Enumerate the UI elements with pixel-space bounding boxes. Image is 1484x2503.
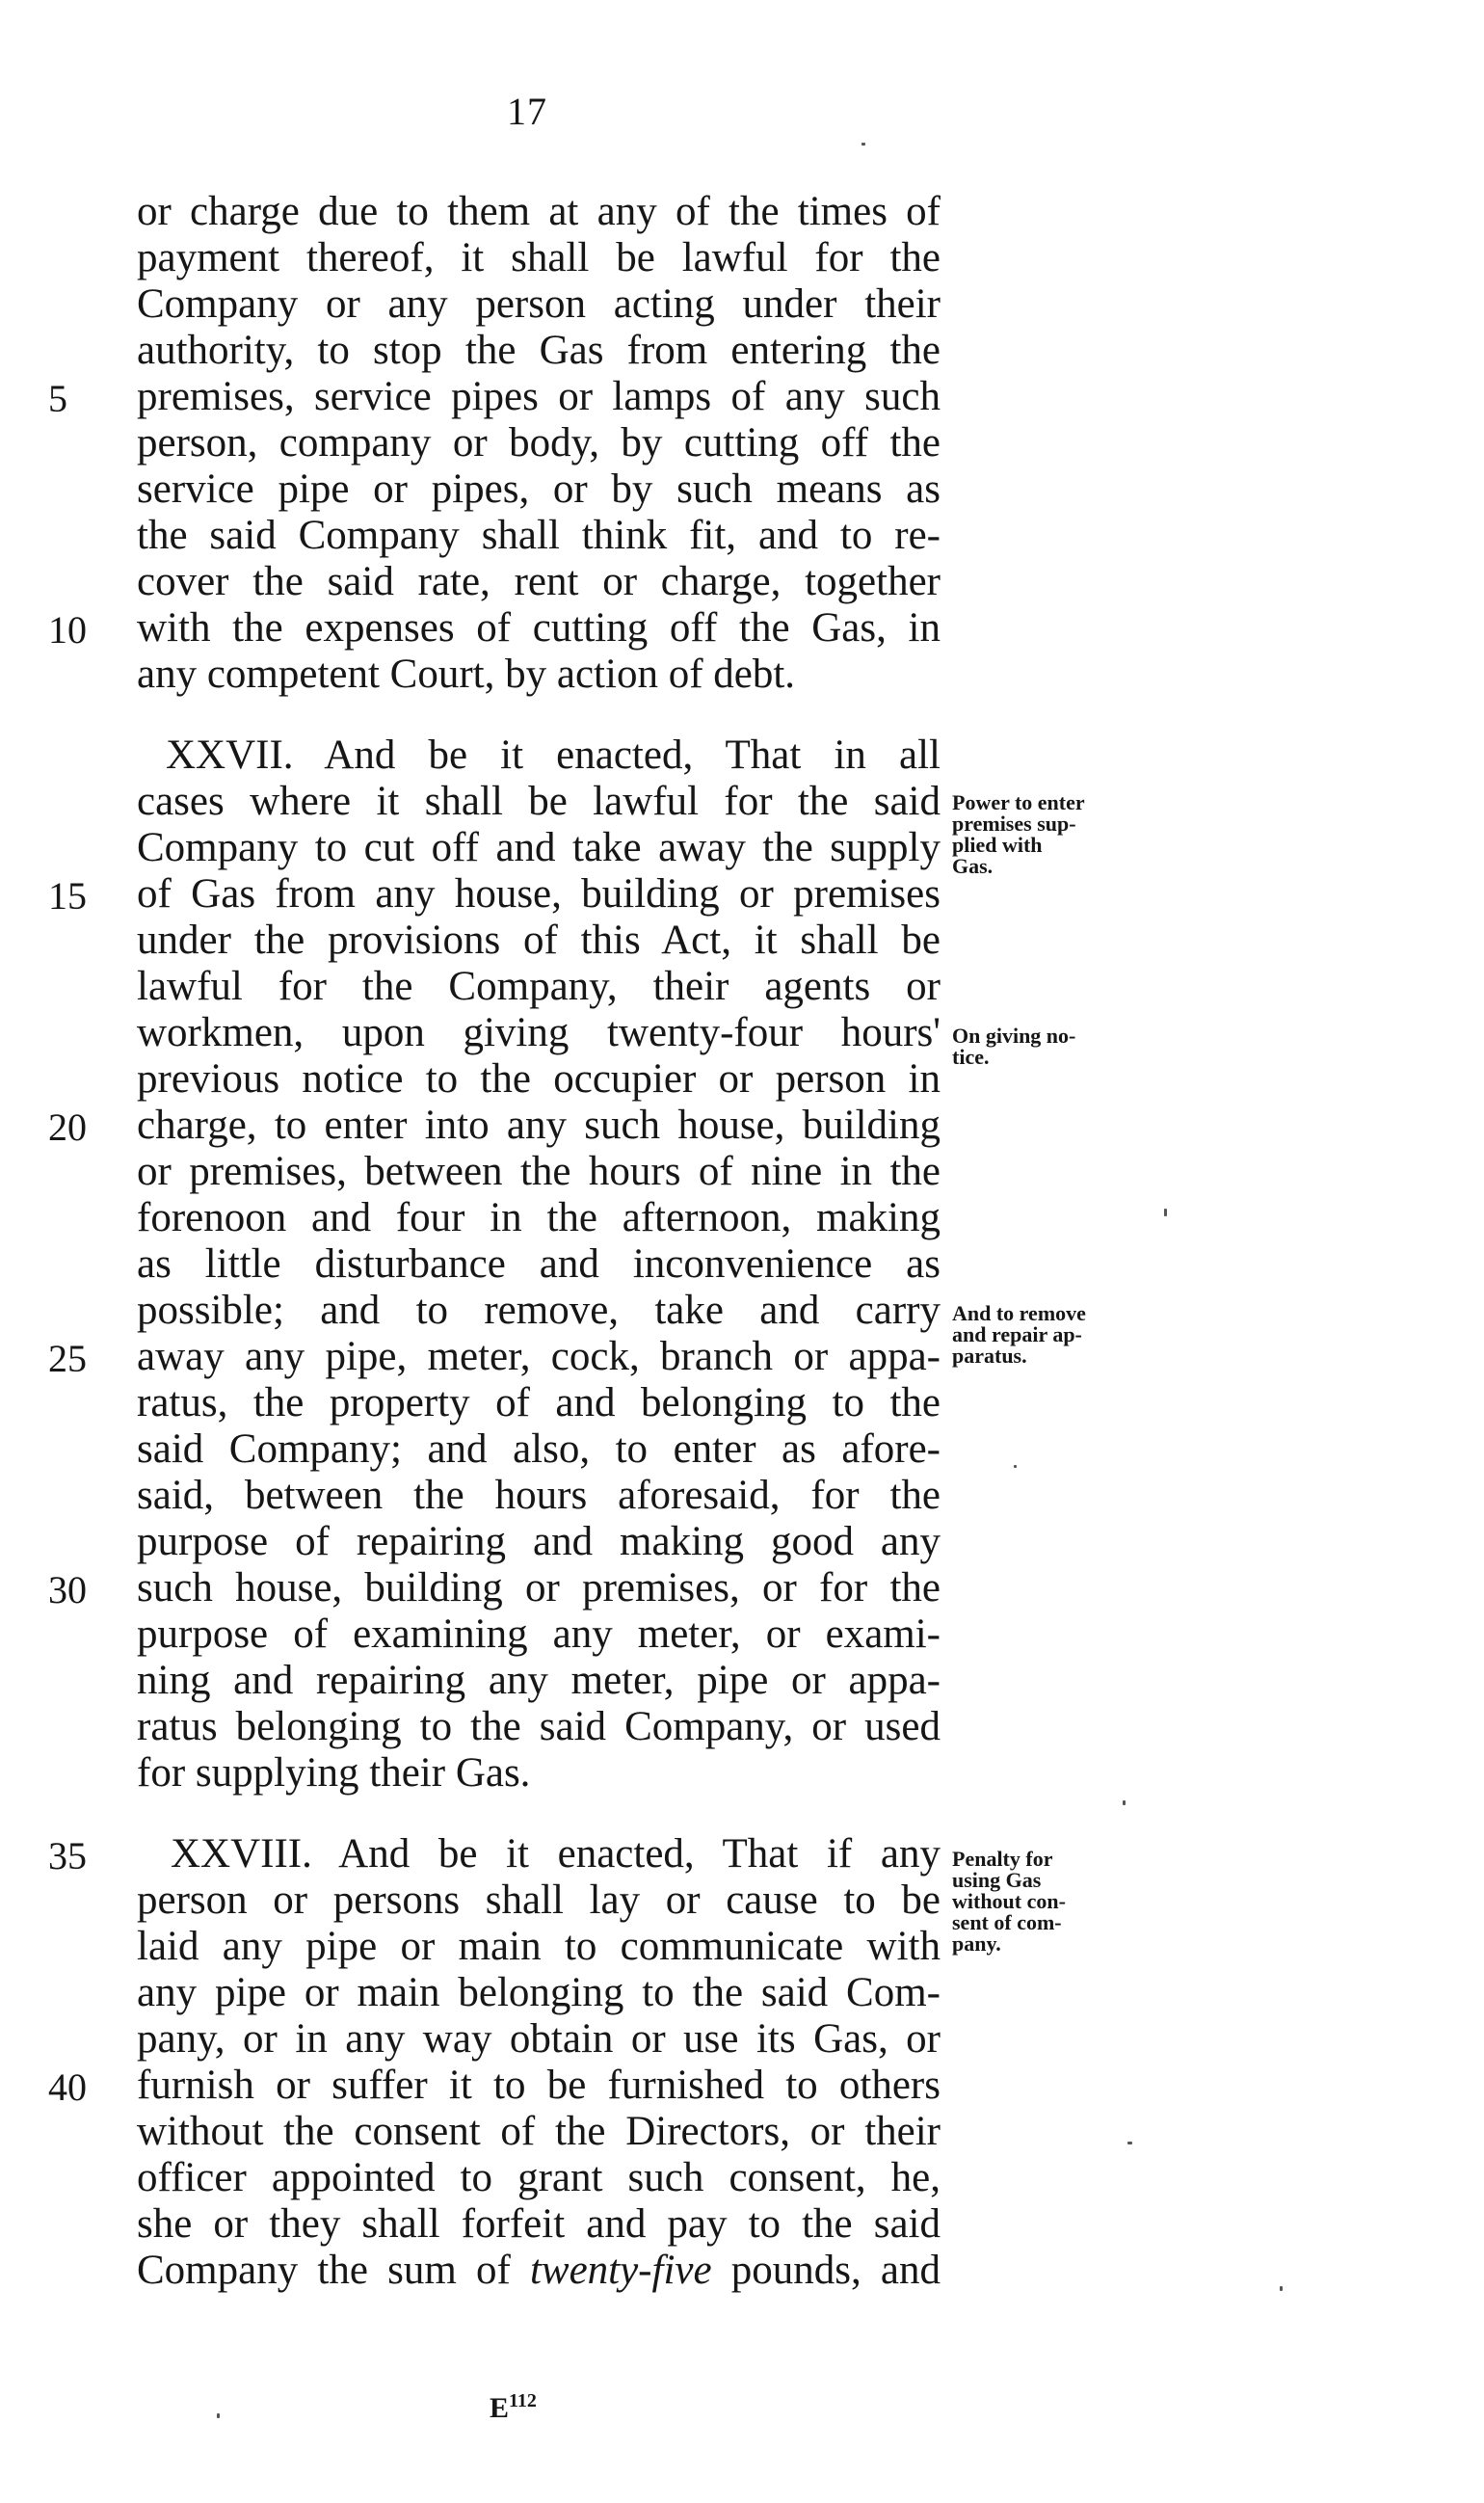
text-line: any competent Court, by action of debt. [137,652,796,697]
margin-note: Penalty for using Gas without con- sent of com- pany. [952,1847,1066,1956]
text-line: away any pipe, meter, cock, branch or appa- [137,1334,941,1379]
text-line: Company to cut off and take away the supply [137,825,941,870]
text-line: as little disturbance and inconvenience as [137,1241,941,1287]
scan-speck [217,2413,220,2418]
scan-speck [1014,1465,1017,1468]
text-line: ratus belonging to the said Company, or used [137,1704,941,1749]
text-line: cases where it shall be lawful for the said [137,779,941,824]
text-line: she or they shall forfeit and pay to the said [137,2201,941,2247]
text-line: for supplying their Gas. [137,1750,531,1796]
text-line: premises, service pipes or lamps of any such [137,374,941,419]
text-line: said Company; and also, to enter as afore- [137,1426,941,1472]
text-line: purpose of repairing and making good any [137,1519,941,1564]
text-line: authority, to stop the Gas from entering the [137,328,941,373]
scan-speck [1164,1209,1167,1216]
line-number: 35 [48,1834,87,1877]
line-number: 10 [48,608,87,652]
text-line: any pipe or main belonging to the said Com- [137,1970,941,2015]
text-line: or charge due to them at any of the times of [137,189,941,234]
text-line: Company or any person acting under their [137,281,941,327]
line-number: 30 [48,1568,87,1611]
text-line: under the provisions of this Act, it shall be [137,918,941,963]
margin-note: And to remove and repair ap- paratus. [952,1301,1086,1368]
text-line: or premises, between the hours of nine in the [137,1149,941,1194]
text-line: pany, or in any way obtain or use its Gas, or [137,2016,941,2062]
signature-number: 112 [509,2390,537,2411]
text-line: furnish or suffer it to be furnished to others [137,2063,941,2108]
line-number: 40 [48,2065,87,2109]
text-line: without the consent of the Directors, or their [137,2109,941,2154]
page-number: 17 [507,90,547,133]
text-line: payment thereof, it shall be lawful for the [137,235,941,280]
signature-mark [490,2390,537,2425]
italic-amount: twenty-five [529,2248,712,2293]
line-number: 5 [48,377,67,420]
signature-letter: E [490,2392,510,2424]
text-line: cover the said rate, rent or charge, together [137,559,941,604]
section-heading-line: XXVII. And be it enacted, That in all [166,732,941,778]
text-line: person or persons shall lay or cause to be [137,1877,941,1923]
text-line: ratus, the property of and belonging to the [137,1380,941,1425]
scan-speck [1123,1800,1126,1805]
text-line: the said Company shall think fit, and to re- [137,513,941,558]
margin-note: On giving no- tice. [952,1024,1076,1069]
text-run: Company the sum of [137,2248,530,2293]
text-line: ning and repairing any meter, pipe or appa- [137,1658,941,1703]
text-line: workmen, upon giving twenty-four hours' [137,1010,941,1055]
scan-speck [861,143,865,146]
line-number: 15 [48,874,87,918]
text-line: with the expenses of cutting off the Gas, in [137,605,941,651]
line-number: 20 [48,1105,87,1149]
text-line: laid any pipe or main to communicate with [137,1924,941,1969]
text-line: service pipe or pipes, or by such means as [137,466,941,512]
text-run: pounds, and [711,2248,941,2293]
text-line [137,2248,941,2294]
text-line: of Gas from any house, building or premises [137,871,941,917]
text-line: such house, building or premises, or for the [137,1565,941,1611]
text-line: forenoon and four in the afternoon, making [137,1195,941,1240]
scan-speck [1127,2142,1132,2144]
text-line: said, between the hours aforesaid, for the [137,1473,941,1518]
scan-speck [1280,2286,1283,2291]
text-line: possible; and to remove, take and carry [137,1288,941,1333]
text-line: charge, to enter into any such house, building [137,1103,941,1148]
text-line: purpose of examining any meter, or exami- [137,1611,941,1657]
section-heading-line: XXVIII. And be it enacted, That if any [171,1831,941,1877]
text-line: person, company or body, by cutting off the [137,420,941,466]
text-line: officer appointed to grant such consent, he, [137,2155,941,2200]
margin-note: Power to enter premises sup- plied with Gas. [952,790,1085,878]
text-line: previous notice to the occupier or person in [137,1056,941,1102]
line-number: 25 [48,1337,87,1380]
text-line: lawful for the Company, their agents or [137,964,941,1009]
